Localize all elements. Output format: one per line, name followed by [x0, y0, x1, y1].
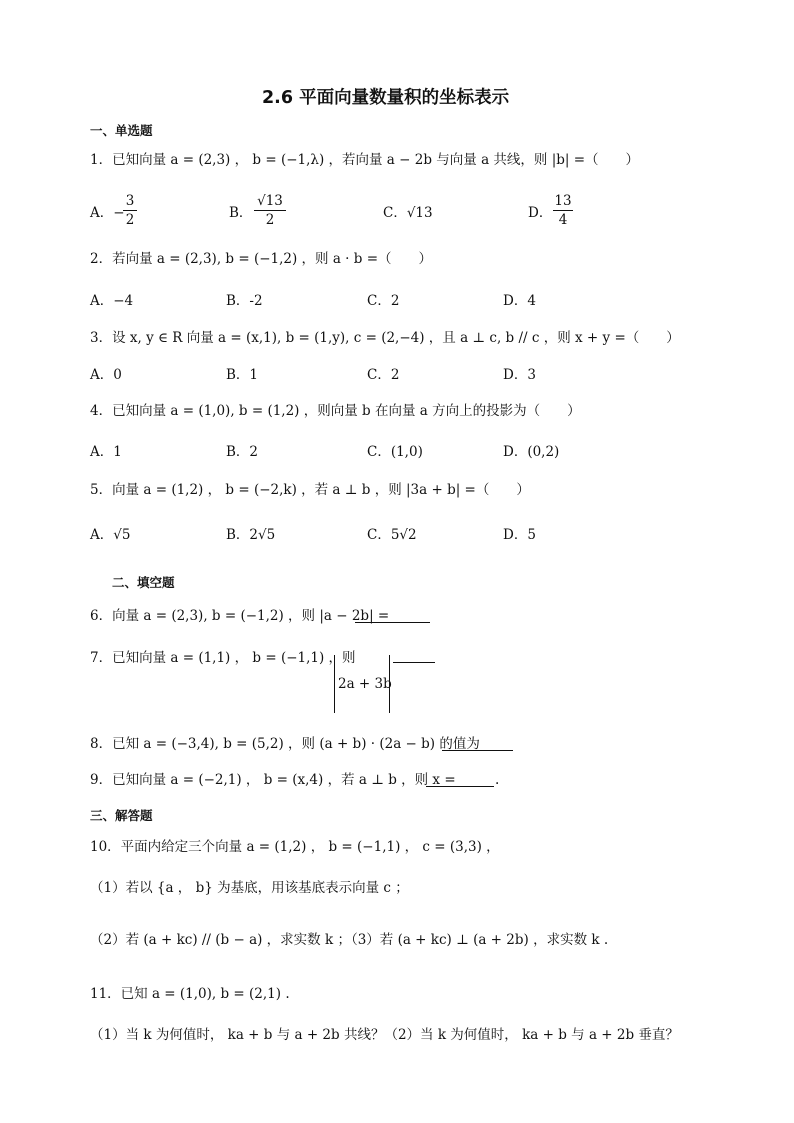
question-3-option-d: D．3	[503, 367, 536, 383]
fraction-numerator: √13	[257, 193, 283, 209]
question-1-option-a-fraction	[123, 193, 137, 228]
question-2-option-d: D．4	[503, 293, 536, 309]
question-10-part-1: （1）若以 {a ， b} 为基底，用该基底表示向量 c ；	[90, 880, 409, 896]
section-heading-solutions: 三、解答题	[90, 808, 153, 823]
question-8-answer-blank	[442, 750, 513, 751]
question-11-stem: 11．已知 a = (1,0), b = (2,1) .	[90, 986, 290, 1002]
question-8-stem: 8．已知 a = (−3,4), b = (5,2) ，则 (a + b) · (2a − b) 的值为	[90, 736, 480, 752]
question-1-option-c: C．√13	[383, 205, 433, 221]
question-11-parts: （1）当 k 为何值时， ka + b 与 a + 2b 共线？（2）当 k 为何值时， ka + b 与 a + 2b 垂直？	[90, 1027, 679, 1043]
page-title: 2.6 平面向量数量积的坐标表示	[262, 88, 510, 108]
question-1-option-b-label: B．	[229, 205, 253, 221]
question-9-end: .	[495, 772, 500, 788]
question-6-answer-blank	[355, 622, 430, 623]
question-1-option-d-fraction	[553, 193, 573, 228]
question-5-option-d: D．5	[503, 527, 536, 543]
section-heading-fill-in: 二、填空题	[112, 575, 175, 590]
question-1-option-a-label: A．−	[90, 205, 125, 221]
question-1-option-b-fraction	[254, 193, 286, 228]
question-7-expression: 2a + 3b	[338, 676, 392, 692]
question-1-option-d-label: D．	[528, 205, 553, 221]
fraction-denominator: 4	[558, 212, 568, 228]
question-4-option-a: A．1	[90, 444, 122, 460]
question-5-stem: 5．向量 a = (1,2) ， b = (−2,k) ，若 a ⊥ b ，则 |3a + b| =（ ）	[90, 482, 530, 498]
question-2-option-b: B．-2	[226, 293, 263, 309]
question-6-stem: 6．向量 a = (2,3), b = (−1,2) ，则 |a − 2b| =	[90, 608, 390, 624]
question-4-option-d: D．(0,2)	[503, 444, 560, 460]
question-3-option-c: C．2	[367, 367, 400, 383]
question-1-stem: 1．已知向量 a = (2,3) ， b = (−1,λ) ，若向量 a − 2b 与向量 a 共线，则 |b| =（ ）	[90, 152, 640, 168]
question-3-option-b: B．1	[226, 367, 259, 383]
fraction-bar	[254, 210, 286, 211]
question-9-stem: 9．已知向量 a = (−2,1) ， b = (x,4) ，若 a ⊥ b ，则 x =	[90, 772, 456, 788]
fraction-bar	[123, 210, 137, 211]
question-5-option-a: A．√5	[90, 527, 131, 543]
question-5-option-b: B．2√5	[226, 527, 276, 543]
question-3-stem: 3．设 x, y ∈ R 向量 a = (x,1), b = (1,y), c = (2,−4) ，且 a ⊥ c, b // c ，则 x + y =（ ）	[90, 330, 680, 346]
question-10-stem: 10．平面内给定三个向量 a = (1,2) ， b = (−1,1) ， c = (3,3) ，	[90, 839, 500, 855]
question-2-option-c: C．2	[367, 293, 400, 309]
question-4-option-b: B．2	[226, 444, 259, 460]
question-2-option-a: A．−4	[90, 293, 134, 309]
fraction-denominator: 2	[265, 212, 275, 228]
question-9-answer-blank	[426, 786, 494, 787]
question-7-answer-blank	[393, 662, 435, 663]
abs-bar-left	[334, 655, 335, 713]
question-5-option-c: C．5√2	[367, 527, 417, 543]
fraction-numerator: 13	[554, 193, 572, 209]
question-10-part-2-3: （2）若 (a + kc) // (b − a) ，求实数 k ；（3）若 (a + kc) ⊥ (a + 2b) ，求实数 k .	[90, 932, 609, 948]
question-3-option-a: A．0	[90, 367, 122, 383]
question-4-option-c: C．(1,0)	[367, 444, 423, 460]
question-7-stem: 7．已知向量 a = (1,1) ， b = (−1,1) ，则	[90, 650, 356, 666]
question-2-stem: 2．若向量 a = (2,3), b = (−1,2) ，则 a · b =（ ）	[90, 251, 433, 267]
fraction-numerator: 3	[125, 193, 135, 209]
question-4-stem: 4．已知向量 a = (1,0), b = (1,2) ，则向量 b 在向量 a 方向上的投影为（ ）	[90, 403, 581, 419]
abs-bar-right	[389, 655, 390, 713]
fraction-bar	[553, 210, 573, 211]
fraction-denominator: 2	[125, 212, 135, 228]
section-heading-single-choice: 一、单选题	[90, 123, 153, 138]
